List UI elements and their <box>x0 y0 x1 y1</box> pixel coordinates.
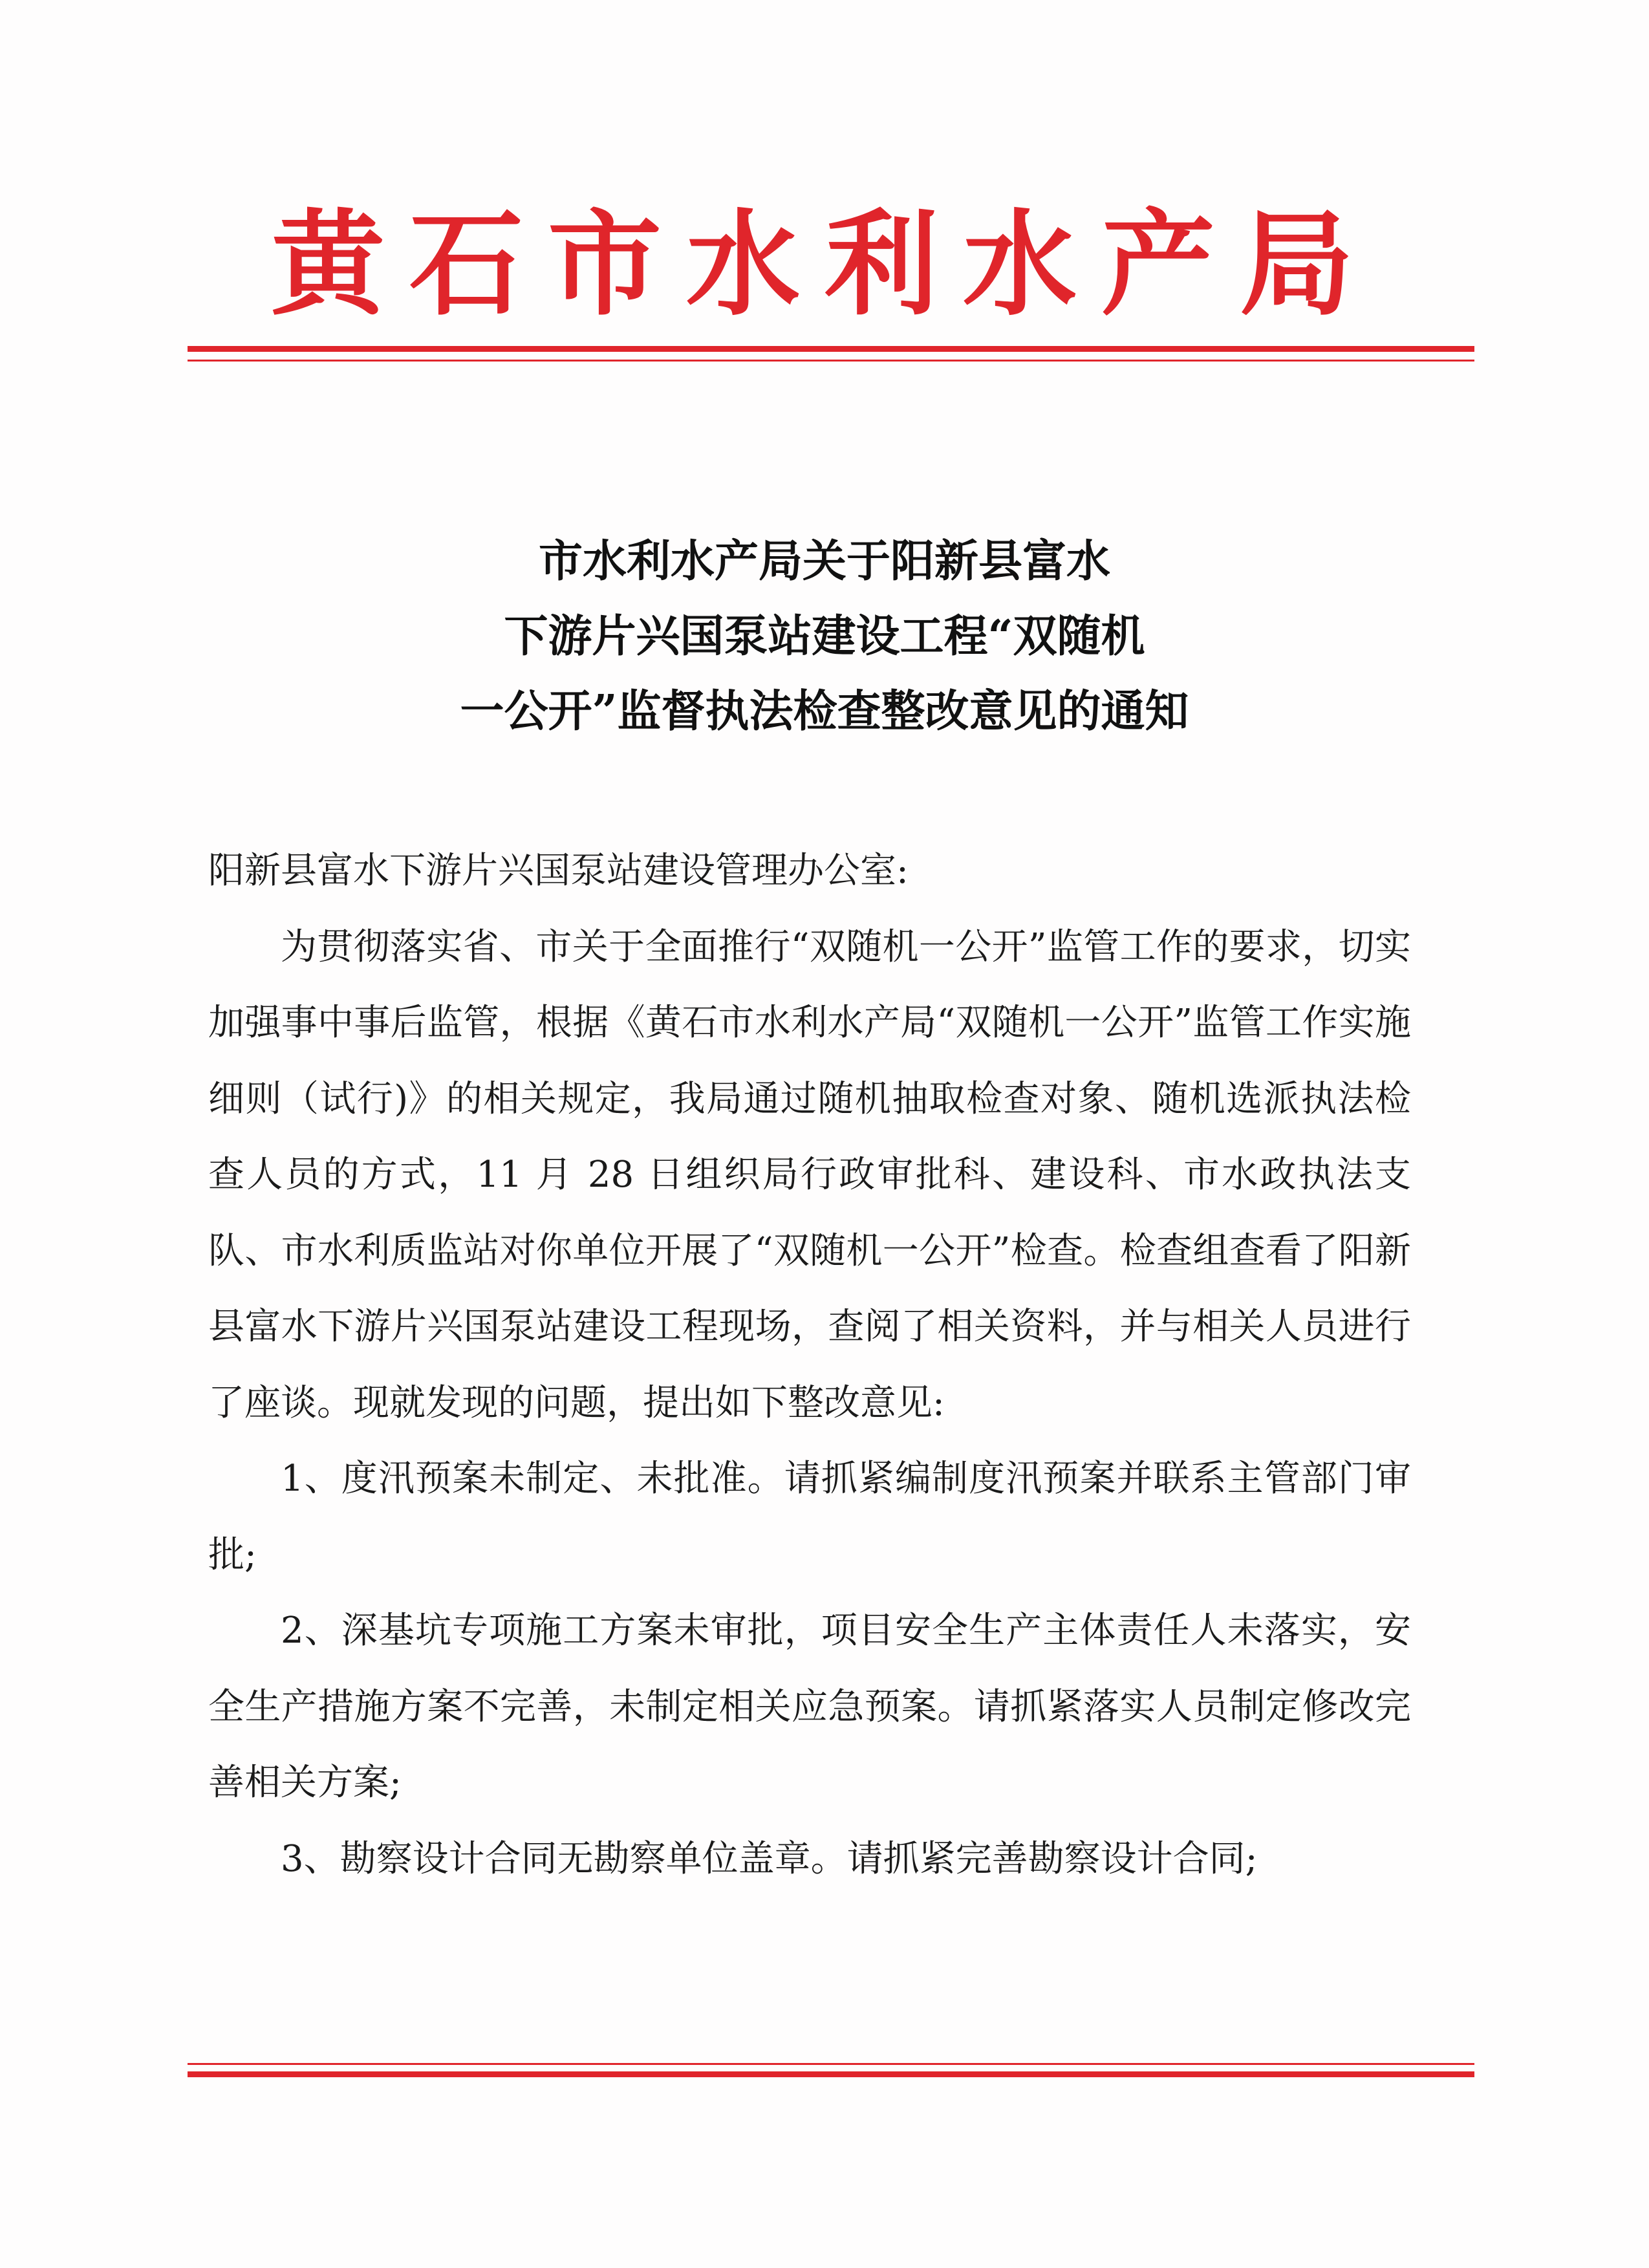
title-line-3: 一公开”监督执法检查整改意见的通知 <box>460 686 1189 737</box>
title-line-2: 下游片兴国泵站建设工程“双随机 <box>504 610 1145 662</box>
document-title <box>0 524 1649 749</box>
org-header-title: 黄石市水利水产局 <box>270 199 1378 331</box>
footer-thick-rule <box>188 2071 1474 2077</box>
document-body <box>208 833 1411 1897</box>
rectification-item-1: 1、度汛预案未制定、未批准。请抓紧编制度汛预案并联系主管部门审批; <box>208 1458 1411 1576</box>
intro-paragraph: 为贯彻落实省、市关于全面推行“双随机一公开”监管工作的要求，切实加强事中事后监管，根据《黄石市水利水产局“双随机一公开”监管工作实施细则（试行)》的相关规定，我局通过随机抽取检查对象、随机选派执法检查人员的方式，11 月 28 日组织局行政审批科、建设科、市水政执法支队、市水利质监站对你单位开展了“双随机一公开”检查。检查组查看了阳新县富水下游片兴国泵站建设工程现场，查阅了相关资料，并与相关人员进行了座谈。现就发现的问题，提出如下整改意见: <box>208 925 1411 1424</box>
header-thick-rule <box>188 346 1474 352</box>
footer-thin-rule <box>188 2063 1474 2065</box>
rectification-item-3: 3、勘察设计合同无勘察单位盖章。请抓紧完善勘察设计合同; <box>281 1837 1258 1880</box>
title-line-1: 市水利水产局关于阳新县富水 <box>538 535 1110 587</box>
addressee: 阳新县富水下游片兴国泵站建设管理办公室: <box>208 850 909 892</box>
rectification-item-2: 2、深基坑专项施工方案未审批，项目安全生产主体责任人未落实，安全生产措施方案不完善，未制定相关应急预案。请抓紧落实人员制定修改完善相关方案; <box>208 1610 1411 1804</box>
header-thin-rule <box>188 360 1474 362</box>
